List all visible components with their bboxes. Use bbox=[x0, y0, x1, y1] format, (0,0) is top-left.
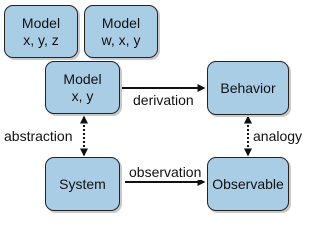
abstraction-label: abstraction bbox=[4, 128, 73, 144]
model-xy-variables: x, y bbox=[71, 87, 94, 104]
analogy-label: analogy bbox=[253, 128, 303, 144]
model-wxy-box bbox=[84, 5, 158, 58]
behavior-box bbox=[207, 61, 289, 115]
system-title: System bbox=[59, 175, 106, 192]
observable-title: Observable bbox=[212, 175, 284, 192]
observation-label: observation bbox=[129, 164, 202, 180]
derivation-label: derivation bbox=[133, 92, 194, 108]
model-wxy-variables: w, x, y bbox=[101, 31, 141, 48]
model-xyz-box bbox=[4, 5, 78, 58]
observable-box bbox=[207, 157, 289, 211]
model-wxy-title: Model bbox=[101, 14, 141, 31]
system-box bbox=[45, 157, 120, 211]
behavior-title: Behavior bbox=[220, 79, 276, 96]
model-xyz-variables: x, y, z bbox=[23, 31, 59, 48]
model-xy-box bbox=[45, 61, 120, 114]
model-xy-title: Model bbox=[63, 70, 102, 87]
model-xyz-title: Model bbox=[21, 14, 61, 31]
